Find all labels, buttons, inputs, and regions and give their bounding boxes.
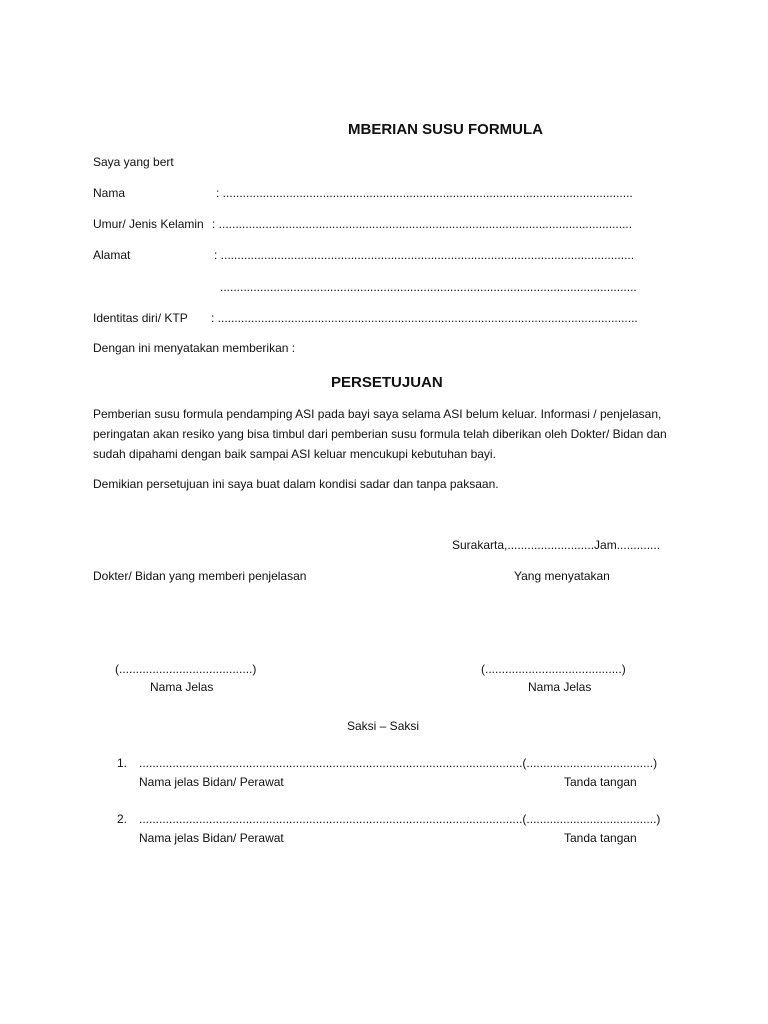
- intro-text: Saya yang bert: [93, 155, 174, 169]
- declaration-text: Dengan ini menyatakan memberikan :: [93, 341, 296, 355]
- signature-label-declarant: Yang menyatakan: [514, 569, 610, 583]
- witness-1-line: ...................................................................................................................(......................................): [139, 756, 658, 770]
- witness-2-number: 2.: [117, 812, 128, 826]
- signature-line-doctor: (........................................): [115, 662, 257, 676]
- field-label-umur: Umur/ Jenis Kelamin: [93, 217, 204, 231]
- signature-name-declarant: Nama Jelas: [528, 680, 592, 694]
- witness-1-sign-label: Tanda tangan: [564, 775, 637, 789]
- place-date-line: Surakarta,..........................Jam.............: [452, 538, 661, 552]
- field-value-identitas: : ..............................................................................................................................: [211, 311, 638, 325]
- field-label-alamat: Alamat: [93, 248, 131, 262]
- field-label-nama: Nama: [93, 186, 126, 200]
- witness-1-number: 1.: [117, 756, 128, 770]
- witness-2-name-label: Nama jelas Bidan/ Perawat: [139, 831, 284, 845]
- consent-heading: PERSETUJUAN: [331, 374, 443, 391]
- signature-name-doctor: Nama Jelas: [150, 680, 214, 694]
- field-label-identitas: Identitas diri/ KTP: [93, 311, 188, 325]
- field-value-alamat: : ............................................................................................................................: [214, 248, 635, 262]
- body-paragraph: Pemberian susu formula pendamping ASI pada bayi saya selama ASI belum keluar. Informasi / penjelasan, peringatan akan resiko yang bisa timbul dari pemberian susu formula telah diberikan oleh Dokter/ Bidan dan sudah dipahami dengan baik sampai ASI keluar mencukupi kebutuhan bayi.: [93, 407, 667, 461]
- field-value-alamat-line2: .............................................................................................................................: [220, 280, 637, 294]
- witness-2-sign-label: Tanda tangan: [564, 831, 637, 845]
- witness-2-line: ...................................................................................................................(.......................................): [139, 812, 661, 826]
- witness-heading: Saksi – Saksi: [347, 719, 420, 733]
- document-title: MBERIAN SUSU FORMULA: [348, 121, 543, 138]
- signature-label-doctor: Dokter/ Bidan yang memberi penjelasan: [93, 569, 307, 583]
- signature-line-declarant: (.........................................): [481, 662, 626, 676]
- witness-1-name-label: Nama jelas Bidan/ Perawat: [139, 775, 284, 789]
- field-value-umur: : ............................................................................................................................: [212, 217, 633, 231]
- closing-text: Demikian persetujuan ini saya buat dalam kondisi sadar dan tanpa paksaan.: [93, 477, 499, 491]
- field-value-nama: : ...........................................................................................................................: [216, 186, 633, 200]
